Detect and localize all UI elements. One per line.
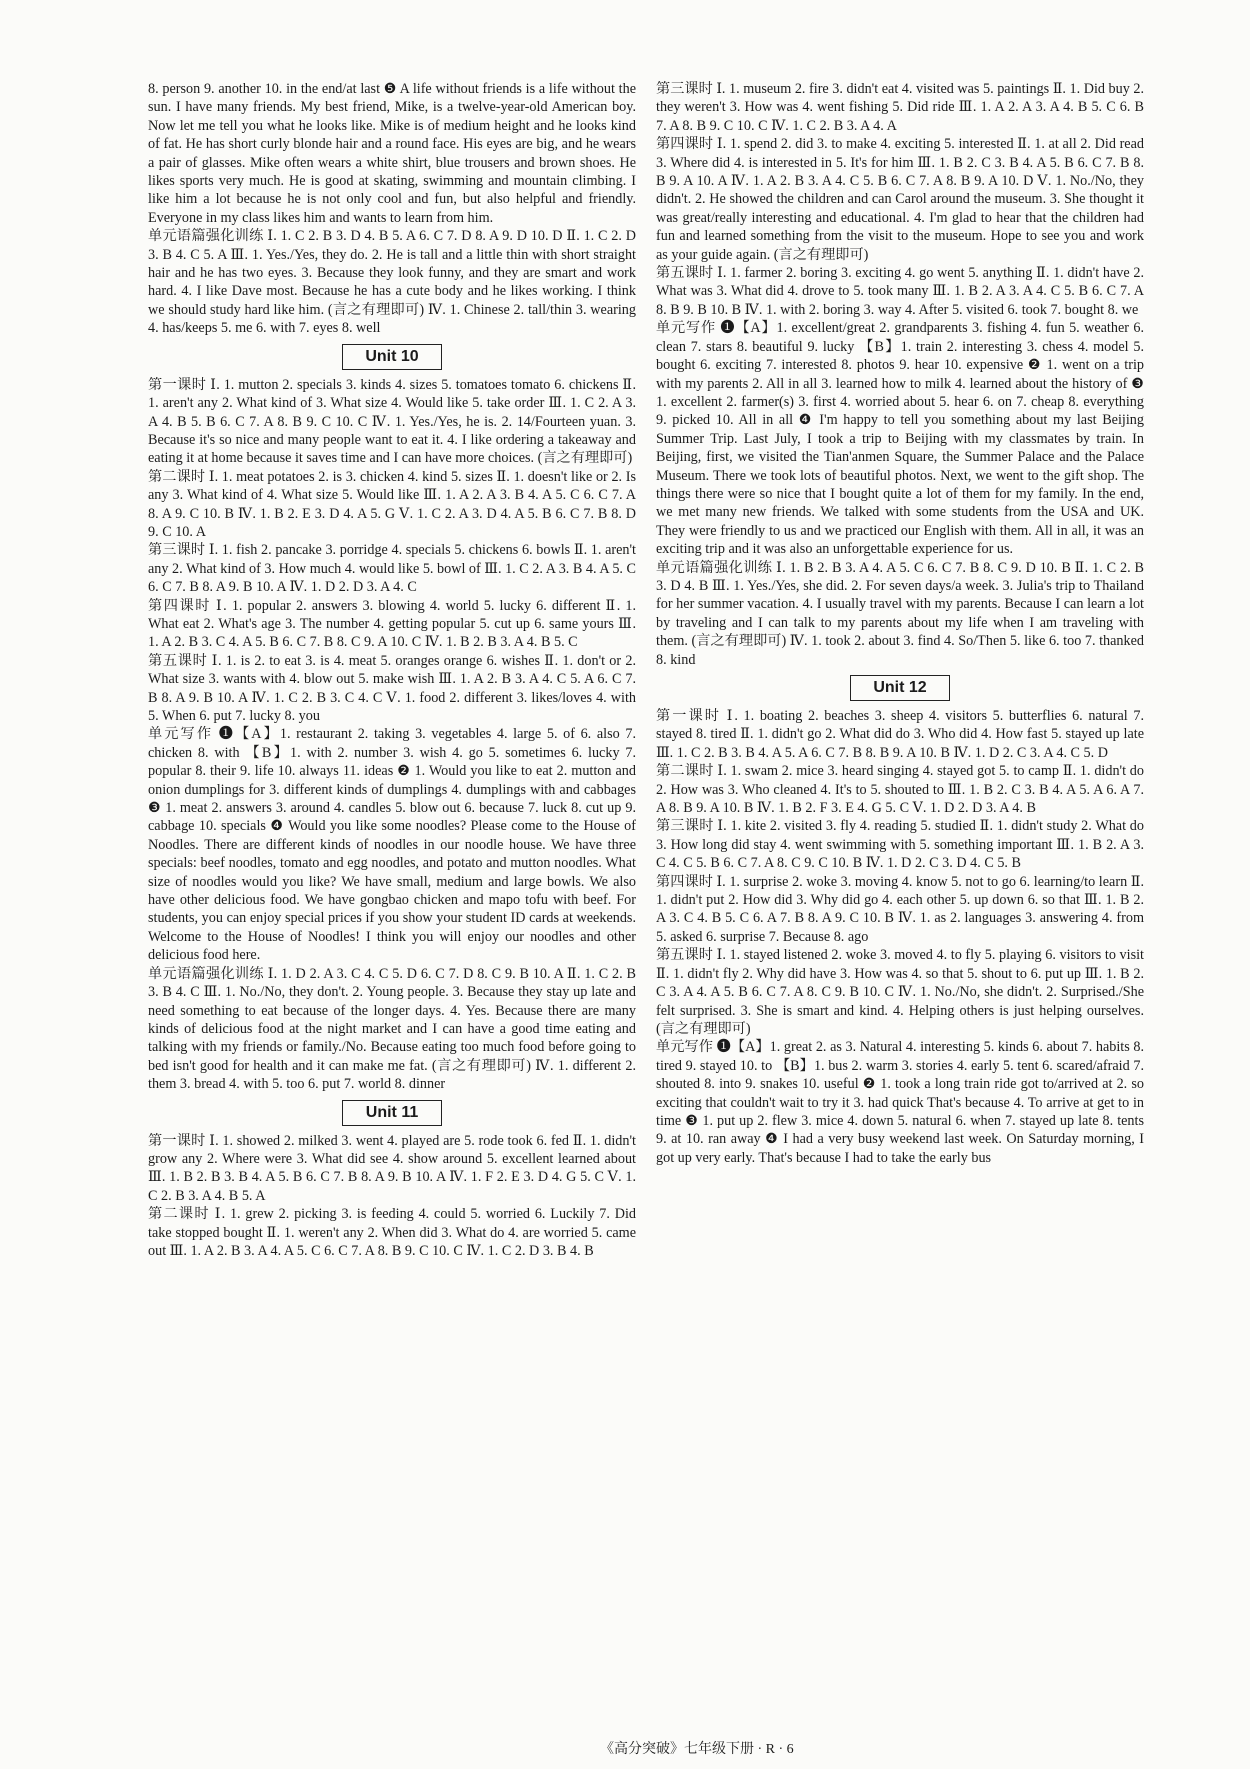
page-footer: 《高分突破》七年级下册 · R · 6 — [600, 1742, 794, 1757]
unit11-lesson5: 第五课时 Ⅰ. 1. farmer 2. boring 3. exciting 4. go went 5. anything Ⅱ. 1. didn't have 2. What was 3. What did 4. drove to 5. took many Ⅲ. 1. B 2. A 3. A 4. C 5. B 6. C 7. A 8. B 9. B 10. B Ⅳ. 1. with 2. boring 3. way 4. After 5. visited 6. took 7. bought 8. we — [656, 265, 1144, 318]
unit10-writing: 单元写作 ❶【A】1. restaurant 2. taking 3. vegetables 4. large 5. of 6. also 7. chicken 8. with 【B】1. with 2. number 3. wish 4. go 5. sometimes 6. lucky 7. popular 8. their 9. life 10. always 11. ideas ❷ 1. Would you like to eat 2. mutton and onion dumplings for 3. different kinds of dumplings 4. dumplings with and cabbages ❸ 1. meat 2. answers 3. around 4. candles 5. blow out 6. because 7. luck 8. cut up 9. cabbage 10. specials ❹ Would you like some noodles? Please come to the House of Noodles. There are different kinds of noodles in our noodle house. We have three specials: beef noodles, tomato and egg noodles, and potato and mutton noodles. What size of noodles would you like? We have small, medium and large bowls. We also have other delicious food. We have gongbao chicken and mapo tofu with beef. For students, you can enjoy special prices if you show your student ID cards at weekends. Welcome to the House of Noodles! I think you will enjoy our noodles and other delicious food here. — [148, 726, 636, 964]
unit10-lesson4: 第四课时 Ⅰ. 1. popular 2. answers 3. blowing 4. world 5. lucky 6. different Ⅱ. 1. What eat 2. What's age 3. The number 4. getting popular 5. cut up 6. same yours Ⅲ. 1. A 2. B 3. C 4. A 5. B 6. C 7. B 8. C 9. A 10. C Ⅳ. 1. B 2. B 3. A 4. B 5. C — [148, 597, 636, 651]
unit12-lesson2: 第二课时 Ⅰ. 1. swam 2. mice 3. heard singing 4. stayed got 5. to camp Ⅱ. 1. didn't do 2. How was 3. Who cleaned 4. It's to 5. shouted to Ⅲ. 1. B 2. C 3. B 4. A 5. A 6. A 7. A 8. B 9. A 10. B Ⅳ. 1. B 2. F 3. E 4. G 5. C Ⅴ. 1. D 2. D 3. A 4. B — [656, 763, 1144, 817]
unit9-writing-sample: 8. person 9. another 10. in the end/at last ❺ A life without friends is a life without the sun. I have many friends. My best friend, Mike, is a twelve-year-old American boy. Now let me tell you what he looks like. Mike is of medium height and he looks kind of fat. He has short curly blonde hair and a round face. His eyes are big, and he wears a pair of glasses. Mike often wears a white shirt, blue trousers and brown shoes. He likes sports very much. He is good at skating, swimming and mountain climbing. I like him a lot because he is not only cool and fun, but also helpful and friendly. Everyone in my class likes him and wants to learn from him. — [148, 81, 636, 226]
unit10-lesson1: 第一课时 Ⅰ. 1. mutton 2. specials 3. kinds 4. sizes 5. tomatoes tomato 6. chickens Ⅱ. 1. aren't any 2. What kind of 3. What size 4. Would like 5. take order Ⅲ. 1. C 2. A 3. A 4. B 5. B 6. C 7. A 8. B 9. C 10. C Ⅳ. 1. Yes./Yes, he is. 2. 14/Fourteen yuan. 3. Because it's so nice and many people want to eat it. 4. I like ordering a takeaway and eating it at home because it saves time and I can have more choices. (言之有理即可) — [148, 376, 636, 467]
unit10-lesson3: 第三课时 Ⅰ. 1. fish 2. pancake 3. porridge 4. specials 5. chickens 6. bowls Ⅱ. 1. aren't any 2. What kind of 3. How much 4. would like 5. bowl of Ⅲ. 1. C 2. A 3. B 4. A 5. C 6. C 7. B 8. A 9. B 10. A Ⅳ. 1. D 2. D 3. A 4. C — [148, 542, 636, 596]
unit9-reading-practice: 单元语篇强化训练 Ⅰ. 1. C 2. B 3. D 4. B 5. A 6. C 7. D 8. A 9. D 10. D Ⅱ. 1. C 2. D 3. B 4. C 5. A Ⅲ. 1. Yes./Yes, they do. 2. He is tall and a little thin with short straight hair and he has two eyes. 3. Because they look funny, and they are smart and work hard. 4. I like Dave most. Because he has a cute body and he likes working. I think we should study hard like him. (言之有理即可) Ⅳ. 1. Chinese 2. tall/thin 3. wearing 4. has/keeps 5. me 6. with 7. eyes 8. well — [148, 228, 636, 337]
unit10-lesson5: 第五课时 Ⅰ. 1. is 2. to eat 3. is 4. meat 5. oranges orange 6. wishes Ⅱ. 1. don't or 2. What size 3. wants with 4. blow out 5. make wish Ⅲ. 1. A 2. B 3. A 4. C 5. A 6. C 7. B 8. A 9. B 10. A Ⅳ. 1. C 2. B 3. C 4. C Ⅴ. 1. food 2. different 3. likes/loves 4. with 5. When 6. put 7. lucky 8. you — [148, 652, 636, 724]
unit10-reading-practice: 单元语篇强化训练 Ⅰ. 1. D 2. A 3. C 4. C 5. D 6. C 7. D 8. C 9. B 10. A Ⅱ. 1. C 2. B 3. B 4. C Ⅲ. 1. No./No, they don't. 2. Young people. 3. Because they stay up late and need something to eat because of the longer days. 4. Yes. Because there are many kinds of delicious food at the night market and I can have a good time eating and talking with my friends or family./No. Because eating too much food before going to bed isn't good for health and it can make me fat. (言之有理即可) Ⅳ. 1. different 2. them 3. bread 4. with 5. too 6. put 7. world 8. dinner — [148, 965, 636, 1093]
unit11-writing: 单元写作 ❶【A】1. excellent/great 2. grandparents 3. fishing 4. fun 5. weather 6. clean 7. stars 8. beautiful 9. lucky 【B】1. train 2. interesting 3. chess 4. model 5. bought 6. exciting 7. interested 8. photos 9. hear 10. expensive ❷ 1. went on a trip with my parents 2. All in all 3. learned how to milk 4. learned about the history of ❸ 1. excellent 2. farmer(s) 3. first 4. worried about 5. hear 6. on 7. cheap 8. everything 9. picked 10. All in all ❹ I'm happy to tell you something about my last Beijing Summer Trip. Last July, I took a trip to Beijing with my classmates by train. In Beijing, first, we visited the Tian'anmen Square, the Summer Palace and the Palace Museum. There we took lots of beautiful photos. Next, we went to the gift shop. The things there were so nice that I bought quite a lot of them for my family. In the end, we met many new friends. We talked with some students from the USA and UK. They were friendly to us and we practiced our English with them. All in all, it was an exciting trip and it was also an unforgettable experience for us. — [656, 320, 1144, 558]
unit11-lesson4: 第四课时 Ⅰ. 1. spend 2. did 3. to make 4. exciting 5. interested Ⅱ. 1. at all 2. Did read 3. Where did 4. is interested in 5. It's for him Ⅲ. 1. B 2. C 3. B 4. A 5. B 6. C 7. B 8. B 9. A 10. A Ⅳ. 1. A 2. B 3. A 4. C 5. B 6. C 7. A 8. B 9. A 10. D Ⅴ. 1. No./No, they didn't. 2. He showed the children and can Carol around the museum. 3. She thought it was great/really interesting and educational. 4. I'm glad to hear that the children had fun and learned something from the visit to the museum. Hope to see you and work as your guide again. (言之有理即可) — [656, 136, 1144, 263]
left-column — [148, 80, 636, 1260]
unit11-lesson1: 第一课时 Ⅰ. 1. showed 2. milked 3. went 4. played are 5. rode took 6. fed Ⅱ. 1. didn't grow any 2. Where were 3. What did see 4. show around 5. excellent learned about Ⅲ. 1. B 2. B 3. B 4. A 5. B 6. C 7. B 8. A 9. B 10. A Ⅳ. 1. F 2. E 3. D 4. G 5. C Ⅴ. 1. C 2. B 3. A 4. B 5. A — [148, 1132, 636, 1204]
unit11-lesson2: 第二课时 Ⅰ. 1. grew 2. picking 3. is feeding 4. could 5. worried 6. Luckily 7. Did take stopped bought Ⅱ. 1. weren't any 2. When did 3. What do 4. are worried 5. came out Ⅲ. 1. A 2. B 3. A 4. A 5. C 6. C 7. A 8. B 9. C 10. C Ⅳ. 1. C 2. D 3. B 4. B — [148, 1206, 636, 1259]
unit11-heading: Unit 11 — [342, 1100, 442, 1126]
unit11-reading-practice: 单元语篇强化训练 Ⅰ. 1. B 2. B 3. A 4. A 5. C 6. C 7. B 8. C 9. D 10. B Ⅱ. 1. C 2. B 3. D 4. B Ⅲ. 1. Yes./Yes, she did. 2. For seven days/a week. 3. Julia's trip to Thailand for her summer vacation. 4. I usually travel with my parents. Because I can learn a lot by traveling and I can talk to my parents about my life when I am traveling with them. (言之有理即可) Ⅳ. 1. took 2. about 3. find 4. So/Then 5. like 6. too 7. thanked 8. kind — [656, 559, 1144, 668]
unit12-writing: 单元写作 ❶【A】1. great 2. as 3. Natural 4. interesting 5. kinds 6. about 7. habits 8. tired 9. stayed 10. to 【B】1. bus 2. warm 3. stories 4. early 5. tent 6. scared/afraid 7. shouted 8. into 9. snakes 10. useful ❷ 1. took a long train ride got to/arrived at 2. so exciting that couldn't wait to try it 3. had quick That's because 4. To arrive at get to in time ❸ 1. put up 2. flew 3. mice 4. down 5. natural 6. when 7. stayed up late 8. tents 9. at 10. ran away ❹ I had a very busy weekend last week. On Saturday morning, I got up very early. That's because I had to take the early bus — [656, 1039, 1144, 1166]
unit11-lesson3: 第三课时 Ⅰ. 1. museum 2. fire 3. didn't eat 4. visited was 5. paintings Ⅱ. 1. Did buy 2. they weren't 3. How was 4. went fishing 5. Did ride Ⅲ. 1. A 2. A 3. A 4. B 5. C 6. B 7. A 8. B 9. C 10. C Ⅳ. 1. C 2. B 3. A 4. A — [656, 81, 1144, 134]
unit10-heading: Unit 10 — [342, 344, 442, 370]
unit10-lesson2: 第二课时 Ⅰ. 1. meat potatoes 2. is 3. chicken 4. kind 5. sizes Ⅱ. 1. doesn't like or 2. Is any 3. What kind of 4. What size 5. Would like Ⅲ. 1. A 2. A 3. B 4. A 5. C 6. C 7. A 8. A 9. C 10. B Ⅳ. 1. B 2. E 3. D 4. A 5. G Ⅴ. 1. C 2. A 3. D 4. A 5. B 6. C 7. B 8. D 9. C 10. A — [148, 468, 636, 540]
right-column — [656, 80, 1144, 1167]
unit12-lesson3: 第三课时 Ⅰ. 1. kite 2. visited 3. fly 4. reading 5. studied Ⅱ. 1. didn't study 2. What do 3. How long did stay 4. went swimming with 5. something important Ⅲ. 1. B 2. A 3. C 4. C 5. B 6. C 7. A 8. C 9. C 10. B Ⅳ. 1. D 2. C 3. D 4. C 5. B — [656, 818, 1144, 872]
unit12-lesson5: 第五课时 Ⅰ. 1. stayed listened 2. woke 3. moved 4. to fly 5. playing 6. visitors to visit Ⅱ. 1. didn't fly 2. Why did have 3. How was 4. so that 5. shout to 6. put up Ⅲ. 1. B 2. C 3. A 4. A 5. B 6. C 7. A 8. C 9. B 10. C Ⅳ. 1. No./No, she didn't. 2. Surprised./She felt surprised. 3. She is smart and kind. 4. Helping others is just helping ourselves. (言之有理即可) — [656, 947, 1144, 1037]
unit12-lesson4: 第四课时 Ⅰ. 1. surprise 2. woke 3. moving 4. know 5. not to go 6. learning/to learn Ⅱ. 1. didn't put 2. How did 3. Why did go 4. each other 5. up down 6. so that Ⅲ. 1. B 2. A 3. C 4. B 5. C 6. A 7. B 8. A 9. C 10. B Ⅳ. 1. as 2. languages 3. answering 4. from 5. asked 6. surprise 7. Because 8. ago — [656, 873, 1144, 945]
unit12-lesson1: 第一课时 Ⅰ. 1. boating 2. beaches 3. sheep 4. visitors 5. butterflies 6. natural 7. stayed 8. tired Ⅱ. 1. didn't go 2. What did do 3. Who did 4. How fast 5. stayed up late Ⅲ. 1. C 2. B 3. B 4. A 5. A 6. C 7. B 8. B 9. A 10. B Ⅳ. 1. D 2. C 3. A 4. C 5. D — [656, 708, 1144, 761]
unit12-heading: Unit 12 — [850, 675, 950, 701]
